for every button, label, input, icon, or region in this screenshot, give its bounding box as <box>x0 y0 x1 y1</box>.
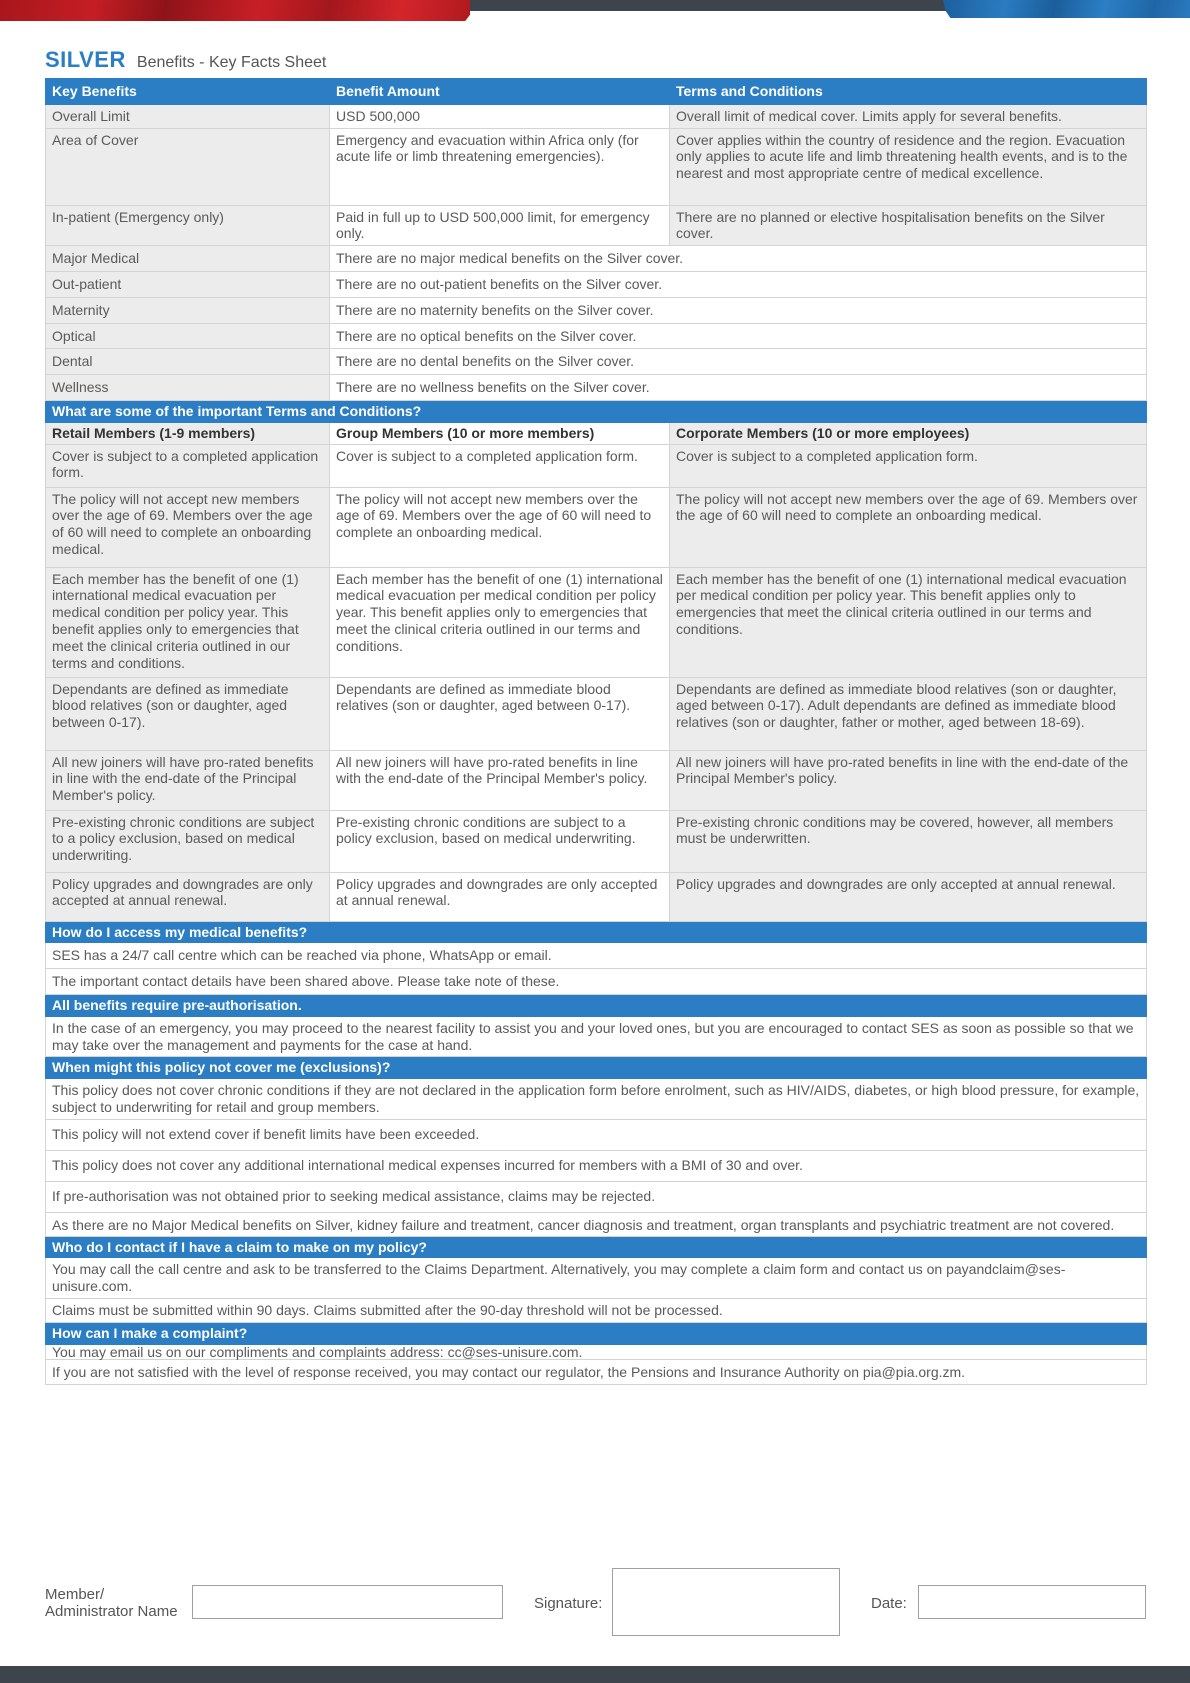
section-heading-row <box>46 994 1147 1016</box>
section-heading: When might this policy not cover me (exclusions)? <box>46 1057 1147 1079</box>
retail-term: Cover is subject to a completed application form. <box>46 444 330 487</box>
section-item: This policy does not cover any additional international medical expenses incurred for members with a BMI of 30 and over. <box>46 1150 1147 1181</box>
corporate-term: Pre-existing chronic conditions may be covered, however, all members must be underwritten. <box>670 810 1147 872</box>
group-term: Cover is subject to a completed application form. <box>330 444 670 487</box>
section-item-row <box>46 1120 1147 1151</box>
benefit-amount: Emergency and evacuation within Africa only (for acute life or limb threatening emergencies). <box>330 128 670 205</box>
benefit-row <box>46 104 1147 128</box>
benefit-note: There are no out-patient benefits on the Silver cover. <box>330 271 1147 297</box>
member-name-field[interactable] <box>192 1585 503 1619</box>
retail-term: Pre-existing chronic conditions are subject to a policy exclusion, based on medical underwriting. <box>46 810 330 872</box>
section-item: SES has a 24/7 call centre which can be reached via phone, WhatsApp or email. <box>46 943 1147 969</box>
benefit-name: Dental <box>46 349 330 375</box>
benefit-row <box>46 128 1147 205</box>
benefit-row <box>46 205 1147 246</box>
section-item-row <box>46 1079 1147 1120</box>
terms-row <box>46 872 1147 921</box>
section-item: You may call the call centre and ask to be transferred to the Claims Department. Alternatively, you may complete a claim form and contact us on payandclaim@ses-unisure.com. <box>46 1258 1147 1299</box>
date-field[interactable] <box>918 1585 1146 1619</box>
signature-field[interactable] <box>612 1568 840 1636</box>
corporate-term: All new joiners will have pro-rated benefits in line with the end-date of the Principal Member's policy. <box>670 750 1147 810</box>
corporate-term: The policy will not accept new members over the age of 69. Members over the age of 60 will need to complete an onboarding medical. <box>670 487 1147 567</box>
column-header: Terms and Conditions <box>670 79 1147 105</box>
section-item-row <box>46 1298 1147 1322</box>
section-heading: How do I access my medical benefits? <box>46 921 1147 943</box>
benefit-row <box>46 323 1147 349</box>
section-item: In the case of an emergency, you may proceed to the nearest facility to assist you and your loved ones, but you are encouraged to contact SES as soon as possible so that we may take over the management and payments for the case at hand. <box>46 1016 1147 1057</box>
benefit-row <box>46 246 1147 272</box>
section-item-row <box>46 1212 1147 1236</box>
benefits-header-row <box>46 79 1147 105</box>
section-heading-row <box>46 400 1147 422</box>
retail-term: Policy upgrades and downgrades are only accepted at annual renewal. <box>46 872 330 921</box>
section-heading: How can I make a complaint? <box>46 1322 1147 1344</box>
brand-banner-red <box>0 0 470 21</box>
benefit-row <box>46 297 1147 323</box>
retail-term: Each member has the benefit of one (1) international medical evacuation per medical condition per policy year. This benefit applies only to emergencies that meet the clinical criteria outlined in our terms and conditions. <box>46 567 330 677</box>
benefit-name: Out-patient <box>46 271 330 297</box>
section-item-row <box>46 1016 1147 1057</box>
section-item: If you are not satisfied with the level of response received, you may contact our regulator, the Pensions and Insurance Authority on pia@pia.org.zm. <box>46 1359 1147 1385</box>
signature-block <box>45 1568 1146 1638</box>
retail-term: All new joiners will have pro-rated benefits in line with the end-date of the Principal Member's policy. <box>46 750 330 810</box>
terms-row <box>46 677 1147 750</box>
retail-term: The policy will not accept new members over the age of 69. Members over the age of 60 will need to complete an onboarding medical. <box>46 487 330 567</box>
footer-bar <box>0 1666 1190 1683</box>
section-item: This policy will not extend cover if benefit limits have been exceeded. <box>46 1120 1147 1151</box>
member-name-label-line1: Member/ <box>45 1586 105 1603</box>
benefit-name: In-patient (Emergency only) <box>46 205 330 246</box>
benefit-terms: There are no planned or elective hospitalisation benefits on the Silver cover. <box>670 205 1147 246</box>
corporate-term: Cover is subject to a completed application form. <box>670 444 1147 487</box>
benefit-name: Overall Limit <box>46 104 330 128</box>
section-item-row <box>46 1150 1147 1181</box>
section-item-row <box>46 1359 1147 1385</box>
member-name-label-line2: Administrator Name <box>45 1603 178 1620</box>
signature-label: Signature: <box>534 1595 603 1612</box>
benefit-note: There are no maternity benefits on the Silver cover. <box>330 297 1147 323</box>
section-item-row <box>46 1344 1147 1359</box>
column-header: Benefit Amount <box>330 79 670 105</box>
column-header: Key Benefits <box>46 79 330 105</box>
corporate-term: Each member has the benefit of one (1) international medical evacuation per medical condition per policy year. This benefit applies only to emergencies that meet the clinical criteria outlined in our terms and conditions. <box>670 567 1147 677</box>
benefit-name: Wellness <box>46 375 330 401</box>
benefit-terms: Overall limit of medical cover. Limits apply for several benefits. <box>670 104 1147 128</box>
section-heading: What are some of the important Terms and Conditions? <box>46 400 1147 422</box>
terms-header-row <box>46 422 1147 444</box>
section-item: You may email us on our compliments and complaints address: cc@ses-unisure.com. <box>46 1344 1147 1359</box>
plan-name: SILVER <box>45 47 126 72</box>
section-item-row <box>46 969 1147 995</box>
group-term: Policy upgrades and downgrades are only accepted at annual renewal. <box>330 872 670 921</box>
column-header: Retail Members (1-9 members) <box>46 422 330 444</box>
benefit-row <box>46 349 1147 375</box>
corporate-term: Policy upgrades and downgrades are only accepted at annual renewal. <box>670 872 1147 921</box>
retail-term: Dependants are defined as immediate blood relatives (son or daughter, aged between 0-17). <box>46 677 330 750</box>
group-term: The policy will not accept new members over the age of 69. Members over the age of 60 will need to complete an onboarding medical. <box>330 487 670 567</box>
date-label: Date: <box>871 1595 907 1612</box>
section-heading-row <box>46 1057 1147 1079</box>
benefit-amount: USD 500,000 <box>330 104 670 128</box>
brand-banner-blue <box>943 0 1190 18</box>
section-item-row <box>46 1181 1147 1212</box>
benefit-name: Area of Cover <box>46 128 330 205</box>
section-item: The important contact details have been shared above. Please take note of these. <box>46 969 1147 995</box>
section-heading: Who do I contact if I have a claim to make on my policy? <box>46 1236 1147 1258</box>
terms-row <box>46 750 1147 810</box>
section-item-row <box>46 1258 1147 1299</box>
member-name-label <box>45 1586 178 1620</box>
benefit-amount: Paid in full up to USD 500,000 limit, for emergency only. <box>330 205 670 246</box>
benefit-name: Maternity <box>46 297 330 323</box>
section-item: Claims must be submitted within 90 days. Claims submitted after the 90-day threshold will not be processed. <box>46 1298 1147 1322</box>
benefit-note: There are no optical benefits on the Silver cover. <box>330 323 1147 349</box>
benefit-row <box>46 375 1147 401</box>
section-heading: All benefits require pre-authorisation. <box>46 994 1147 1016</box>
group-term: Each member has the benefit of one (1) international medical evacuation per medical condition per policy year. This benefit applies only to emergencies that meet the clinical criteria outlined in our terms and conditions. <box>330 567 670 677</box>
benefit-note: There are no dental benefits on the Silver cover. <box>330 349 1147 375</box>
page-title <box>45 47 326 73</box>
terms-row <box>46 810 1147 872</box>
section-heading-row <box>46 921 1147 943</box>
section-heading-row <box>46 1236 1147 1258</box>
section-heading-row <box>46 1322 1147 1344</box>
benefit-name: Major Medical <box>46 246 330 272</box>
benefit-row <box>46 271 1147 297</box>
terms-row <box>46 567 1147 677</box>
group-term: Pre-existing chronic conditions are subject to a policy exclusion, based on medical underwriting. <box>330 810 670 872</box>
terms-row <box>46 444 1147 487</box>
section-item-row <box>46 943 1147 969</box>
benefit-note: There are no wellness benefits on the Silver cover. <box>330 375 1147 401</box>
benefit-name: Optical <box>46 323 330 349</box>
section-item: This policy does not cover chronic conditions if they are not declared in the application form before enrolment, such as HIV/AIDS, diabetes, or high blood pressure, for example, subject to underwriting for retail and group members. <box>46 1079 1147 1120</box>
key-facts-table <box>45 78 1147 1385</box>
group-term: Dependants are defined as immediate blood relatives (son or daughter, aged between 0-17). <box>330 677 670 750</box>
corporate-term: Dependants are defined as immediate blood relatives (son or daughter, aged between 0-17). Adult dependants are defined as immediate blood relatives (son or daughter, father or mother, aged between 18-69). <box>670 677 1147 750</box>
section-item: If pre-authorisation was not obtained prior to seeking medical assistance, claims may be rejected. <box>46 1181 1147 1212</box>
section-item: As there are no Major Medical benefits on Silver, kidney failure and treatment, cancer diagnosis and treatment, organ transplants and psychiatric treatment are not covered. <box>46 1212 1147 1236</box>
benefit-terms: Cover applies within the country of residence and the region. Evacuation only applies to acute life and limb threatening health events, and is to the nearest and most appropriate centre of medical excellence. <box>670 128 1147 205</box>
column-header: Corporate Members (10 or more employees) <box>670 422 1147 444</box>
terms-row <box>46 487 1147 567</box>
group-term: All new joiners will have pro-rated benefits in line with the end-date of the Principal Member's policy. <box>330 750 670 810</box>
benefit-note: There are no major medical benefits on the Silver cover. <box>330 246 1147 272</box>
page-subtitle: Benefits - Key Facts Sheet <box>136 54 327 71</box>
column-header: Group Members (10 or more members) <box>330 422 670 444</box>
